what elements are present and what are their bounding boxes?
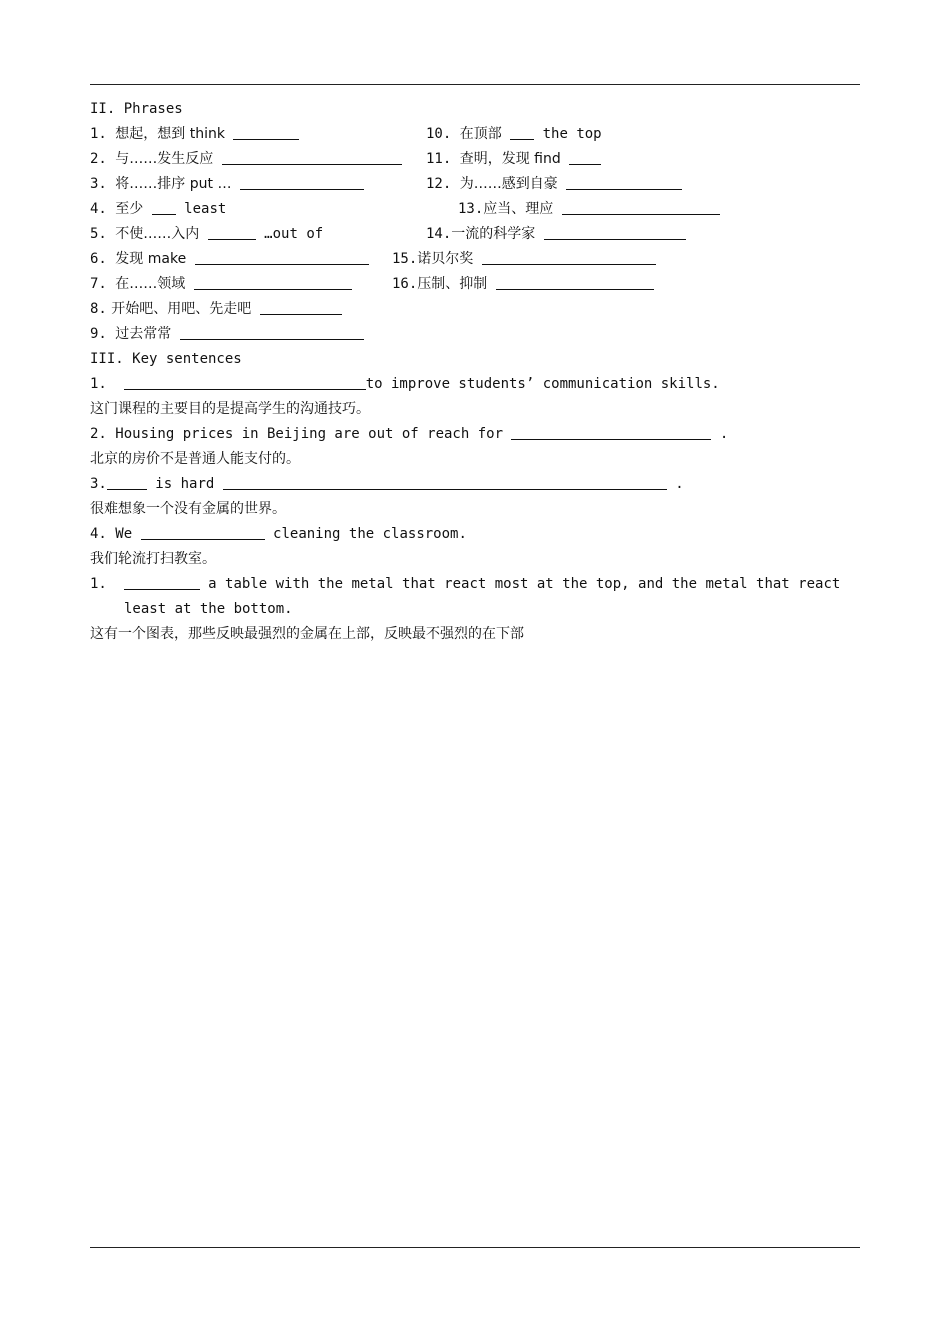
phrase-item: 16.压制、抑制	[392, 275, 654, 293]
footer-rule	[90, 1247, 860, 1248]
phrase-item: 14.一流的科学家	[426, 225, 686, 243]
sentence-en-continued: least at the bottom.	[124, 601, 293, 617]
sentence-zh: 很难想象一个没有金属的世界。	[90, 501, 286, 517]
phrase-item: 12. 为……感到自豪	[426, 175, 682, 193]
answer-blank[interactable]	[152, 200, 176, 215]
phrase-item: 15.诺贝尔奖	[392, 250, 656, 268]
answer-blank[interactable]	[544, 225, 686, 240]
phrase-item: 8. 开始吧、用吧、先走吧	[90, 300, 342, 318]
answer-blank[interactable]	[233, 125, 299, 140]
answer-blank[interactable]	[569, 150, 601, 165]
phrase-item: 5. 不使……入内 …out of	[90, 226, 324, 242]
answer-blank[interactable]	[260, 300, 342, 315]
phrase-item: 9. 过去常常	[90, 325, 364, 343]
section-title-phrases: II. Phrases	[90, 101, 183, 117]
sentence-zh: 我们轮流打扫教室。	[90, 551, 216, 567]
answer-blank[interactable]	[194, 275, 352, 290]
answer-blank[interactable]	[510, 125, 534, 140]
phrase-item: 1. 想起，想到 think	[90, 125, 299, 143]
answer-blank[interactable]	[180, 325, 364, 340]
answer-blank[interactable]	[195, 250, 369, 265]
sentence-zh: 这门课程的主要目的是提高学生的沟通技巧。	[90, 401, 370, 417]
phrase-item: 7. 在……领域	[90, 275, 352, 293]
phrase-item: 11. 查明，发现 find	[426, 150, 601, 168]
answer-blank[interactable]	[141, 525, 265, 540]
phrase-item: 4. 至少 least	[90, 201, 227, 217]
answer-blank[interactable]	[482, 250, 656, 265]
answer-blank[interactable]	[124, 375, 366, 390]
answer-blank[interactable]	[124, 575, 200, 590]
sentence-en: 3. is hard .	[90, 476, 684, 492]
answer-blank[interactable]	[566, 175, 682, 190]
sentence-zh: 这有一个图表，那些反映最强烈的金属在上部，反映最不强烈的在下部	[90, 626, 524, 642]
phrase-item: 10. 在顶部 the top	[426, 126, 602, 142]
sentence-en: 2. Housing prices in Beijing are out of reach for .	[90, 426, 729, 442]
answer-blank[interactable]	[208, 225, 256, 240]
answer-blank[interactable]	[562, 200, 720, 215]
sentence-en: 1. a table with the metal that react most at the top, and the metal that react	[90, 576, 841, 592]
section-title-sentences: III. Key sentences	[90, 351, 242, 367]
sentence-en: 4. We cleaning the classroom.	[90, 526, 467, 542]
phrase-item: 2. 与……发生反应	[90, 150, 402, 168]
answer-blank[interactable]	[223, 475, 667, 490]
phrase-item: 3. 将……排序 put …	[90, 175, 364, 193]
header-rule	[90, 84, 860, 85]
sentence-zh: 北京的房价不是普通人能支付的。	[90, 451, 300, 467]
phrase-item: 13.应当、理应	[458, 200, 720, 218]
answer-blank[interactable]	[107, 475, 147, 490]
phrase-item: 6. 发现 make	[90, 250, 369, 268]
sentence-en: 1. to improve students’ communication skills.	[90, 376, 720, 392]
answer-blank[interactable]	[222, 150, 402, 165]
answer-blank[interactable]	[240, 175, 364, 190]
answer-blank[interactable]	[496, 275, 654, 290]
answer-blank[interactable]	[511, 425, 711, 440]
